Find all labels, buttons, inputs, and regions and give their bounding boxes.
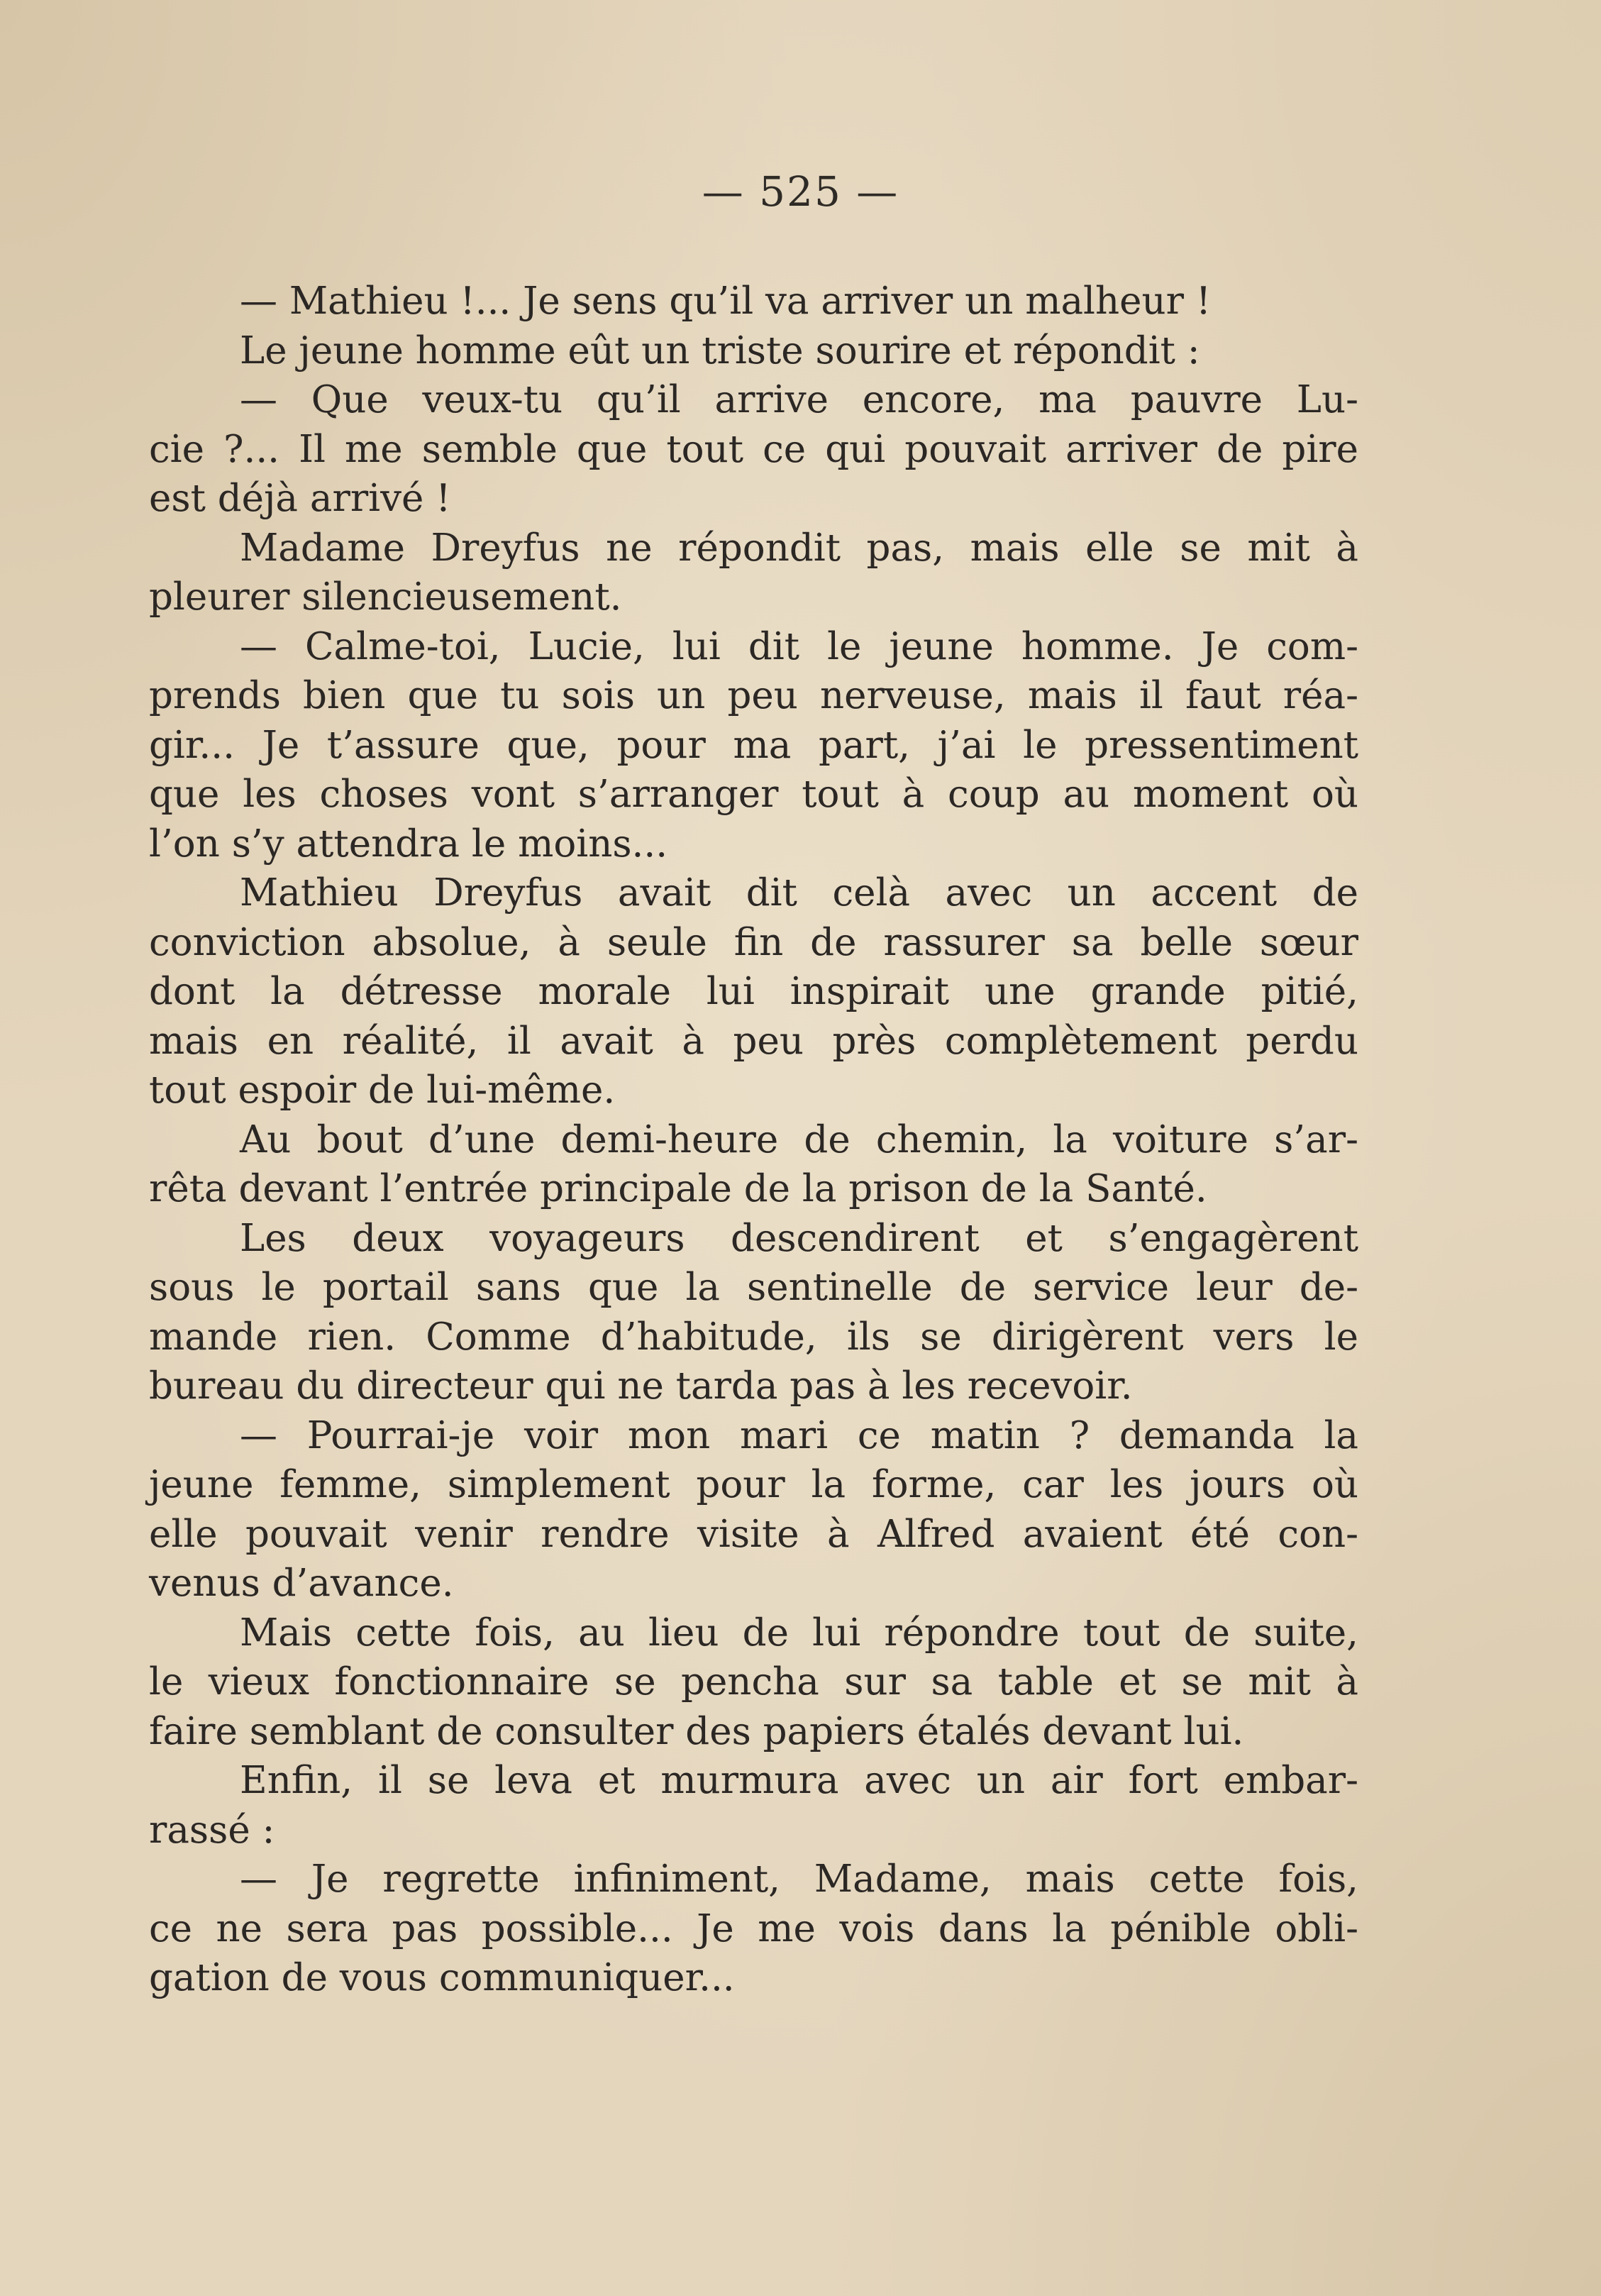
paragraph [149,277,1358,326]
paragraph [149,868,1358,1115]
paragraph [149,1115,1358,1214]
paragraph [149,1855,1358,2003]
text-line: venus d’avance. [149,1562,454,1605]
text-line: cie ?... Il me semble que tout ce qui pouvait arriver de pire [149,427,1358,471]
text-line: gir... Je t’assure que, pour ma part, j’ai le pressentiment [149,723,1358,767]
text-line: Madame Dreyfus ne répondit pas, mais elle se mit à [240,526,1358,570]
text-line: mais en réalité, il avait à peu près complètement perdu [149,1019,1358,1063]
paragraph [149,622,1358,869]
text-line: mande rien. Comme d’habitude, ils se dirigèrent vers le [149,1315,1358,1359]
text-line: gation de vous communiquer... [149,1956,735,1999]
paragraph [149,1214,1358,1411]
text-line: bureau du directeur qui ne tarda pas à les recevoir. [149,1364,1133,1408]
text-line: — Mathieu !... Je sens qu’il va arriver un malheur ! [240,280,1212,323]
paragraph [149,1756,1358,1855]
text-line: elle pouvait venir rendre visite à Alfred avaient été con- [149,1512,1358,1556]
text-line: Enfin, il se leva et murmura avec un air fort embar- [240,1759,1358,1802]
body-text [149,277,1358,2003]
text-line: pleurer silencieusement. [149,575,622,619]
text-line: rassé : [149,1808,275,1852]
text-line: ce ne sera pas possible... Je me vois dans la pénible obli- [149,1906,1358,1950]
text-line: le vieux fonctionnaire se pencha sur sa table et se mit à [149,1660,1358,1704]
text-line: jeune femme, simplement pour la forme, car les jours où [149,1463,1358,1506]
paragraph [149,375,1358,524]
page-number: — 525 — [702,167,899,216]
text-line: Mathieu Dreyfus avait dit celà avec un accent de [240,871,1358,915]
text-line: sous le portail sans que la sentinelle de service leur de- [149,1266,1358,1309]
text-line: l’on s’y attendra le moins... [149,822,668,866]
text-line: Mais cette fois, au lieu de lui répondre tout de suite, [240,1611,1358,1655]
text-line: conviction absolue, à seule fin de rassurer sa belle sœur [149,920,1358,964]
text-line: tout espoir de lui-même. [149,1069,616,1112]
text-line: — Calme-toi, Lucie, lui dit le jeune homme. Je com- [240,624,1358,668]
text-line: — Pourrai-je voir mon mari ce matin ? demanda la [240,1413,1358,1457]
paragraph [149,1411,1358,1608]
text-line: que les choses vont s’arranger tout à coup au moment où [149,773,1358,816]
paragraph [149,524,1358,622]
text-line: Au bout d’une demi-heure de chemin, la voiture s’ar- [240,1117,1358,1161]
text-line: dont la détresse morale lui inspirait une grande pitié, [149,970,1358,1013]
text-line: prends bien que tu sois un peu nerveuse, mais il faut réa- [149,674,1358,717]
text-line: est déjà arrivé ! [149,477,451,520]
text-line: Le jeune homme eût un triste sourire et répondit : [240,329,1200,372]
text-line: Les deux voyageurs descendirent et s’engagèrent [240,1216,1358,1260]
paragraph [149,1608,1358,1757]
paragraph [149,326,1358,376]
text-line: — Je regrette infiniment, Madame, mais cette fois, [240,1858,1358,1901]
text-line: faire semblant de consulter des papiers étalés devant lui. [149,1709,1244,1753]
text-line: — Que veux-tu qu’il arrive encore, ma pauvre Lu- [240,378,1358,421]
text-line: rêta devant l’entrée principale de la prison de la Santé. [149,1167,1207,1210]
